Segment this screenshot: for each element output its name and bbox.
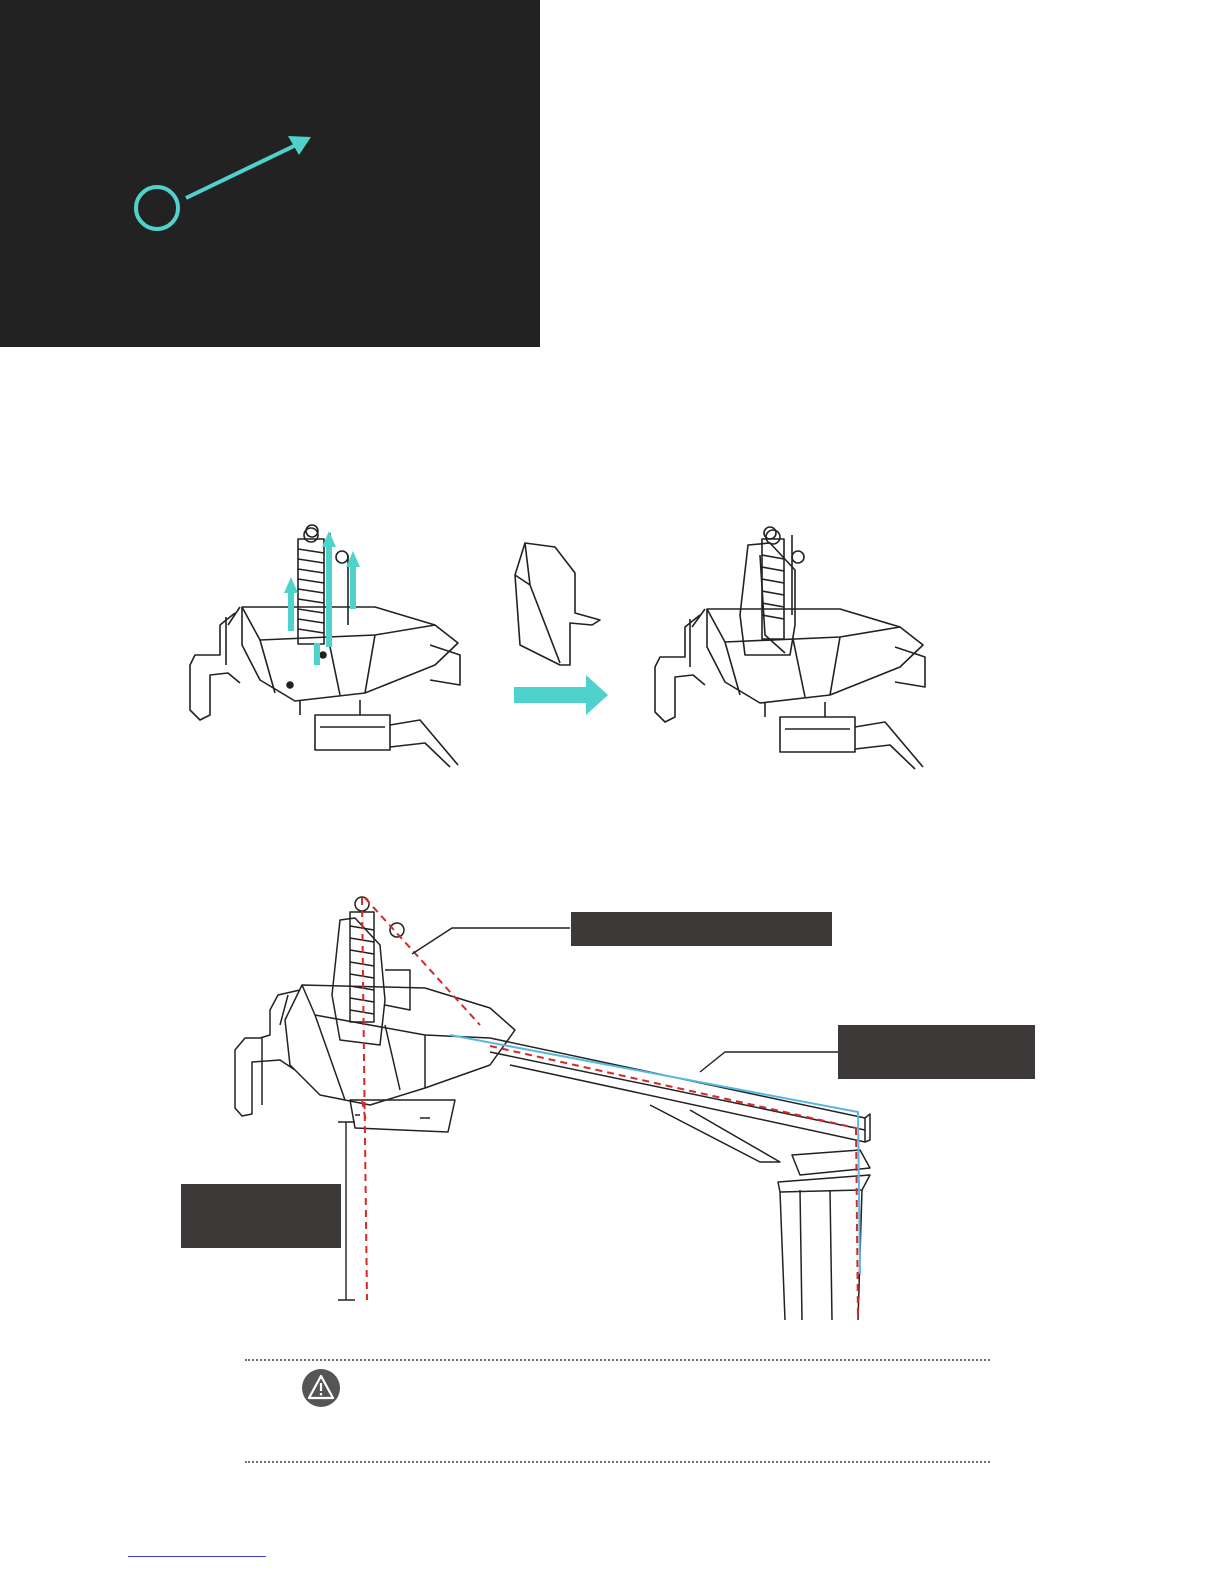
photo-overlay [0,0,540,347]
loose-cover-part [515,543,600,665]
photo-panel [0,0,540,347]
highlight-circle [136,187,178,229]
callout-label-right [838,1025,1035,1079]
assembly-step-illustration [180,515,940,775]
leader-lines [338,928,840,1300]
footer-link[interactable] [128,1556,266,1557]
callout-label-left [181,1184,341,1248]
note-divider-top [245,1359,990,1361]
warning-triangle-icon [301,1368,341,1408]
note-divider-bottom [245,1461,990,1463]
arm-installation-diagram [180,890,1060,1330]
red-guide-lines [362,898,858,1320]
direction-arrow-line [186,146,294,198]
mount-before [190,525,460,767]
callout-label-top [571,912,832,946]
next-step-arrow [514,675,608,715]
arm-assembly [235,897,870,1320]
mount-after [655,527,925,769]
